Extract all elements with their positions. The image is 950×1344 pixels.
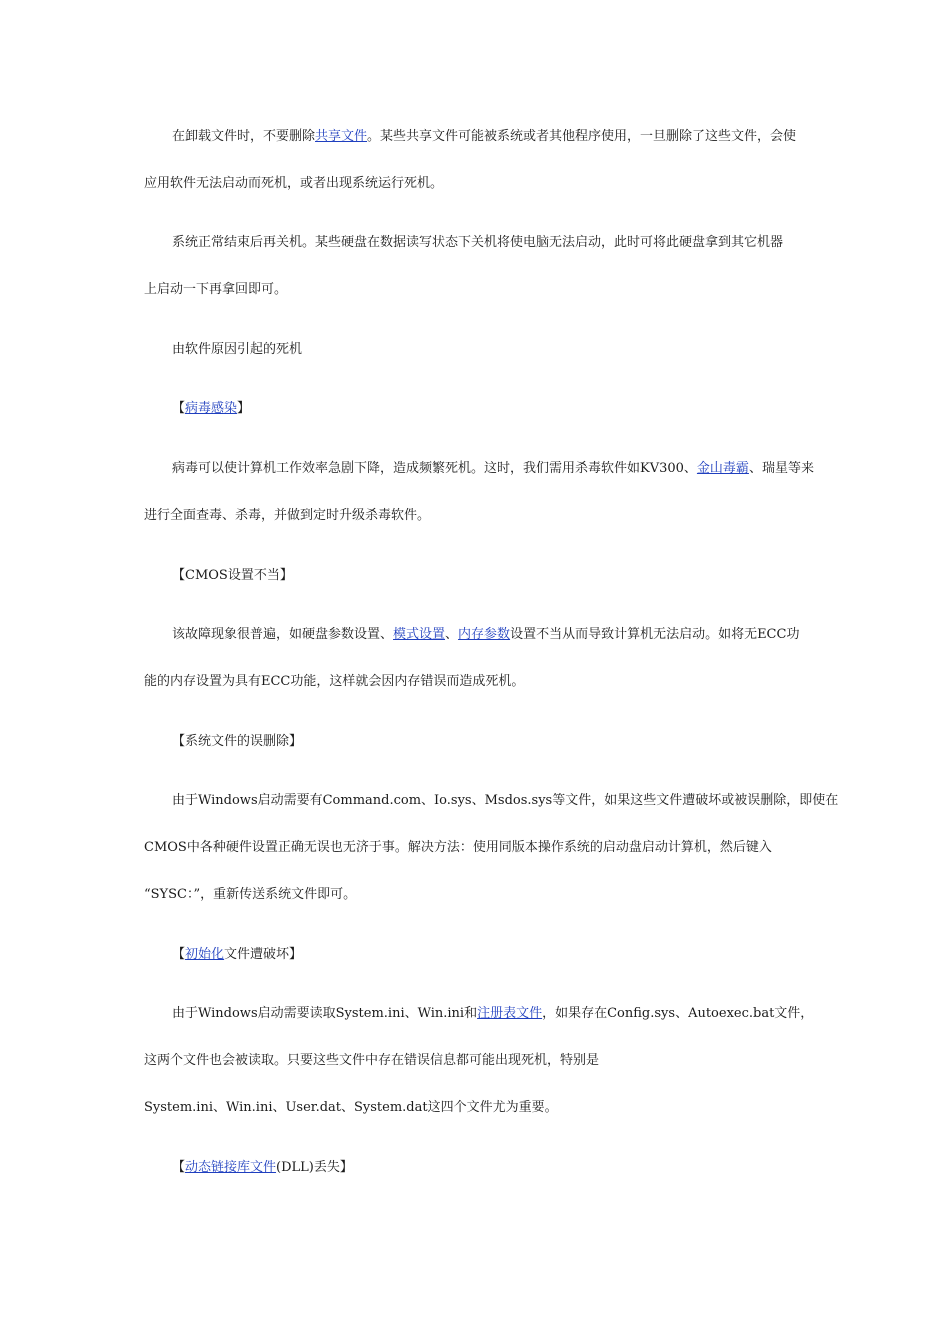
text: 、瑞星等来 <box>748 461 814 476</box>
paragraph-virus-line-2: 进行全面查毒、杀毒，并做到定时升级杀毒软件。 <box>144 508 431 523</box>
heading-dll-missing <box>172 1159 353 1177</box>
text: 由于Windows启动需要读取System.ini、Win.ini和 <box>172 1006 478 1021</box>
paragraph-cmos-line-1 <box>172 626 799 644</box>
heading-virus <box>172 400 250 418</box>
heading-system-file-deletion: 【系统文件的误删除】 <box>172 734 303 749</box>
paragraph-shutdown-line-1: 系统正常结束后再关机。某些硬盘在数据读写状态下关机将使电脑无法启动，此时可将此硬盘拿到其它机器 <box>172 235 784 250</box>
paragraph-shared-files-line-2: 应用软件无法启动而死机，或者出现系统运行死机。 <box>144 176 444 191</box>
link-shared-files[interactable]: 共享文件 <box>315 129 368 144</box>
text: 在卸载文件时，不要删除 <box>172 129 316 144</box>
paragraph-sysfile-line-2: CMOS中各种硬件设置正确无误也无济于事。解决方法：使用同版本操作系统的启动盘启动计算机，然后键入 <box>144 840 772 855</box>
paragraph-shutdown-line-2: 上启动一下再拿回即可。 <box>144 282 288 297</box>
paragraph-init-line-2: 这两个文件也会被读取。只要这些文件中存在错误信息都可能出现死机，特别是 <box>144 1053 600 1068</box>
text: 。某些共享文件可能被系统或者其他程序使用，一旦删除了这些文件，会使 <box>367 129 797 144</box>
text: 该故障现象很普遍，如硬盘参数设置、 <box>172 627 394 642</box>
heading-cmos: 【CMOS设置不当】 <box>172 568 293 583</box>
text: (DLL)丢失】 <box>276 1160 353 1175</box>
bracket-open: 【 <box>172 401 186 416</box>
bracket-close: 】 <box>237 401 251 416</box>
link-mode-settings[interactable]: 模式设置 <box>393 627 446 642</box>
text: 文件遭破坏】 <box>224 947 303 962</box>
text: 病毒可以使计算机工作效率急剧下降，造成频繁死机。这时，我们需用杀毒软件如KV300、 <box>172 461 697 476</box>
link-virus-infection[interactable]: 病毒感染 <box>185 401 238 416</box>
paragraph-virus-line-1 <box>172 460 814 478</box>
text: 设置不当从而导致计算机无法启动。如将无ECC功 <box>510 627 800 642</box>
heading-init-file <box>172 946 302 964</box>
text: ，如果存在Config.sys、Autoexec.bat文件， <box>542 1006 814 1021</box>
bracket-open: 【 <box>172 1160 186 1175</box>
bracket-open: 【 <box>172 947 186 962</box>
paragraph-init-line-1 <box>172 1005 813 1023</box>
link-initialization[interactable]: 初始化 <box>185 947 225 962</box>
link-registry-files[interactable]: 注册表文件 <box>477 1006 543 1021</box>
paragraph-sysfile-line-3: “SYSC：”，重新传送系统文件即可。 <box>144 887 357 902</box>
paragraph-cmos-line-2: 能的内存设置为具有ECC功能，这样就会因内存错误而造成死机。 <box>144 674 525 689</box>
link-memory-params[interactable]: 内存参数 <box>458 627 511 642</box>
text: 、 <box>445 627 459 642</box>
heading-software-causes: 由软件原因引起的死机 <box>172 342 303 357</box>
link-dll-files[interactable]: 动态链接库文件 <box>185 1160 277 1175</box>
paragraph-shared-files-line-1 <box>172 128 796 146</box>
paragraph-sysfile-line-1: 由于Windows启动需要有Command.com、Io.sys、Msdos.sys等文件，如果这些文件遭破坏或被误删除，即使在 <box>172 793 839 808</box>
paragraph-init-line-3: System.ini、Win.ini、User.dat、System.dat这四个文件尤为重要。 <box>144 1100 558 1115</box>
link-kingsoft-antivirus[interactable]: 金山毒霸 <box>696 461 749 476</box>
